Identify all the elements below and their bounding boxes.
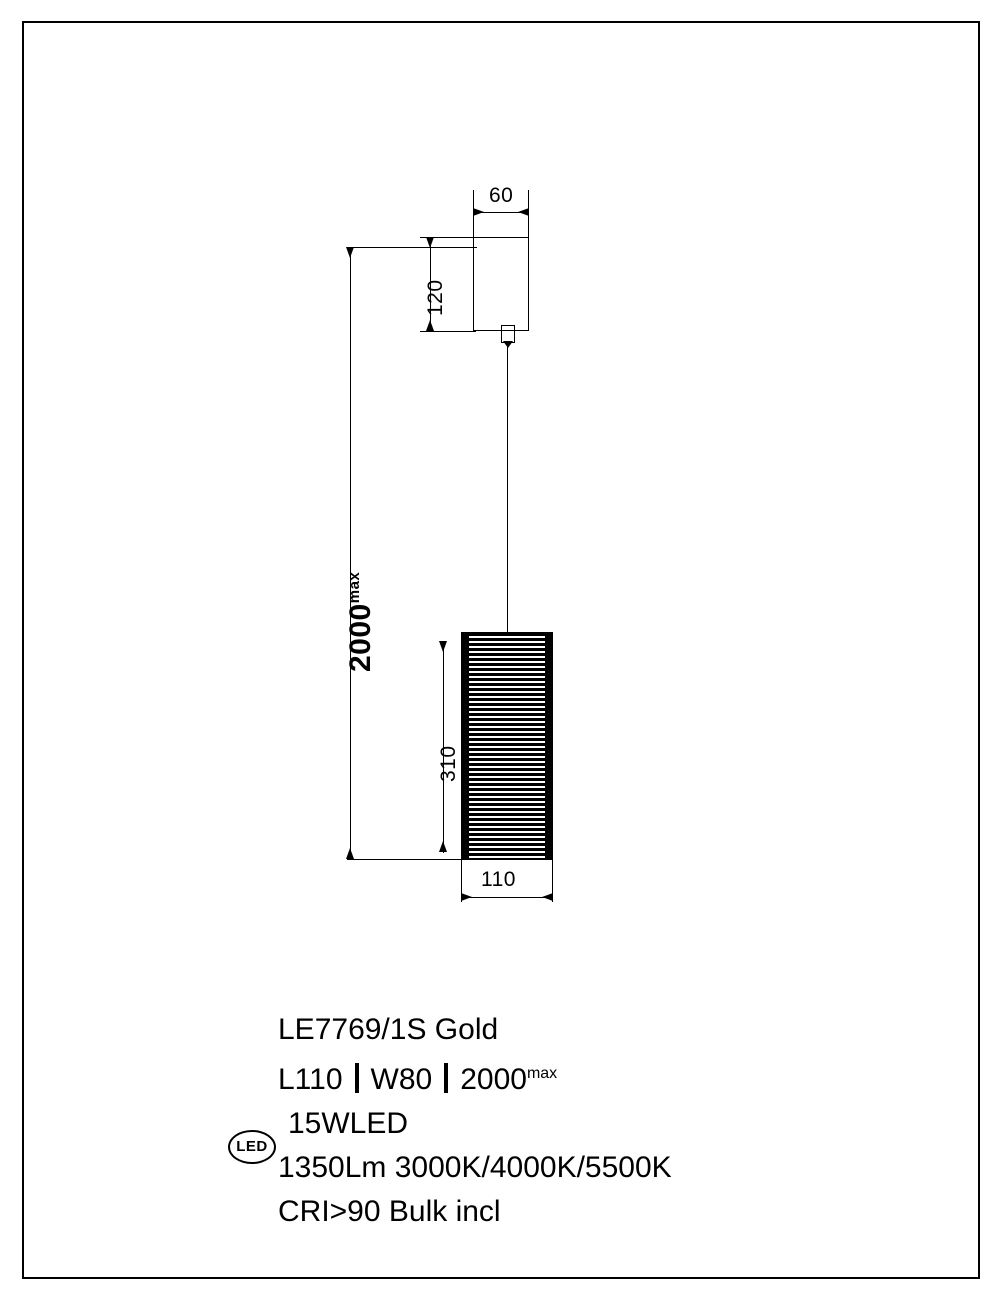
dim-label-110: 110 [481, 868, 516, 891]
spec-divider-1 [355, 1063, 359, 1093]
suspension-cable [507, 347, 508, 632]
spec-drop: 2000 [460, 1063, 527, 1096]
canopy-body [473, 237, 529, 331]
spec-divider-2 [444, 1063, 448, 1093]
arrow-110-left [461, 893, 472, 901]
canopy-outline [473, 237, 529, 331]
shade-body [461, 632, 553, 860]
arrow-60-right [518, 208, 529, 216]
spec-drop-sup: max [526, 1065, 558, 1082]
spec-model: LE7769/1S Gold [278, 1013, 499, 1046]
spec-wattage: 15WLED [288, 1107, 409, 1140]
arrow-2000-top [346, 247, 354, 258]
spec-block [278, 1008, 878, 1234]
arrow-2000-bottom [346, 848, 354, 859]
spec-length: L110 [278, 1063, 343, 1096]
ext-line-canopy-right [528, 190, 529, 242]
dim-line-110 [461, 897, 553, 898]
spec-width: W80 [370, 1063, 433, 1096]
ext-line-drop-bottom [347, 859, 467, 860]
dim-label-120: 120 [424, 279, 447, 316]
dim-label-310: 310 [437, 745, 460, 782]
shade-slats [469, 633, 545, 859]
arrow-110-right [542, 893, 553, 901]
arrow-310-bottom [439, 841, 447, 852]
spec-lumens-cct: 1350Lm 3000K/4000K/5500K [278, 1151, 672, 1184]
shade-side-right [545, 632, 553, 860]
led-icon: LED [228, 1130, 276, 1164]
stem-connector [501, 325, 515, 343]
ext-line-canopy-left [473, 190, 474, 242]
dim-label-60: 60 [489, 184, 514, 207]
arrow-60-left [473, 208, 484, 216]
shade-side-left [461, 632, 469, 860]
arrow-310-top [439, 641, 447, 652]
ext-line-drop-top [347, 247, 477, 248]
ext-line-canopy-bottom [420, 331, 476, 332]
spec-cri-bulb: CRI>90 Bulk incl [278, 1195, 501, 1228]
dim-line-2000 [350, 247, 351, 860]
arrow-120-bottom [426, 320, 434, 331]
spec-sizes [278, 1052, 878, 1102]
dim-label-2000-sup: max [346, 571, 363, 604]
dim-label-2000 [344, 572, 378, 672]
dim-label-2000-value: 2000 [344, 603, 377, 672]
